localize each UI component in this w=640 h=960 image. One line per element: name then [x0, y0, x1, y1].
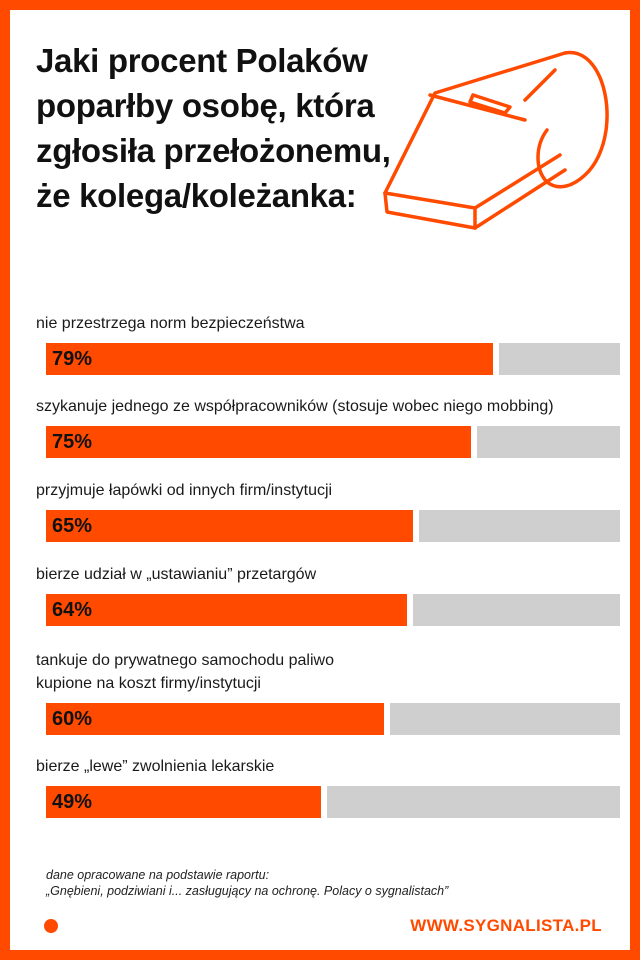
bar-value-label: 65% [52, 515, 93, 537]
bar [46, 703, 390, 735]
bar-value-label: 64% [52, 599, 93, 621]
bar-label: bierze „lewe” zwolnienia lekarskie [36, 758, 275, 775]
bar-row [36, 755, 620, 818]
source-line: „Gnębieni, podziwiani i... zasługujący na ochronę. Polacy o sygnalistach” [46, 884, 449, 898]
bar-label: bierze udział w „ustawianiu” przetargów [36, 566, 317, 583]
bar [46, 426, 477, 458]
bar-row [36, 649, 620, 735]
bar-track [46, 703, 620, 735]
dot-icon [44, 919, 58, 933]
bar-value-label: 60% [52, 708, 93, 730]
bar [46, 594, 413, 626]
bar-track [46, 510, 620, 542]
bar-label: nie przestrzega norm bezpieczeństwa [36, 315, 305, 332]
source-line: dane opracowane na podstawie raportu: [46, 868, 270, 882]
bar-row [36, 395, 620, 458]
bar-track [46, 343, 620, 375]
bar-track [46, 786, 620, 818]
website-link[interactable]: WWW.SYGNALISTA.PL [410, 916, 602, 935]
bar-value-label: 49% [52, 791, 93, 813]
bar-label: przyjmuje łapówki od innych firm/instytucji [36, 482, 333, 499]
bar-value-label: 79% [52, 348, 93, 370]
bar [46, 343, 499, 375]
bar-track [46, 426, 620, 458]
bar-row [36, 312, 620, 375]
bar-row [36, 479, 620, 542]
bar-track [46, 594, 620, 626]
bar-label: szykanuje jednego ze współpracowników (stosuje wobec niego mobbing) [36, 398, 554, 415]
bar [46, 510, 419, 542]
page-title: Jaki procent Polaków poparłby osobę, która zgłosiła przełożonemu, że kolega/koleżanka: [36, 42, 391, 214]
bar-row [36, 563, 620, 626]
whistle-icon [375, 50, 620, 240]
source-note [46, 867, 448, 899]
bar-value-label: 75% [52, 431, 93, 453]
bar-label: tankuje do prywatnego samochodu paliwo kupione na koszt firmy/instytucji [36, 652, 334, 692]
